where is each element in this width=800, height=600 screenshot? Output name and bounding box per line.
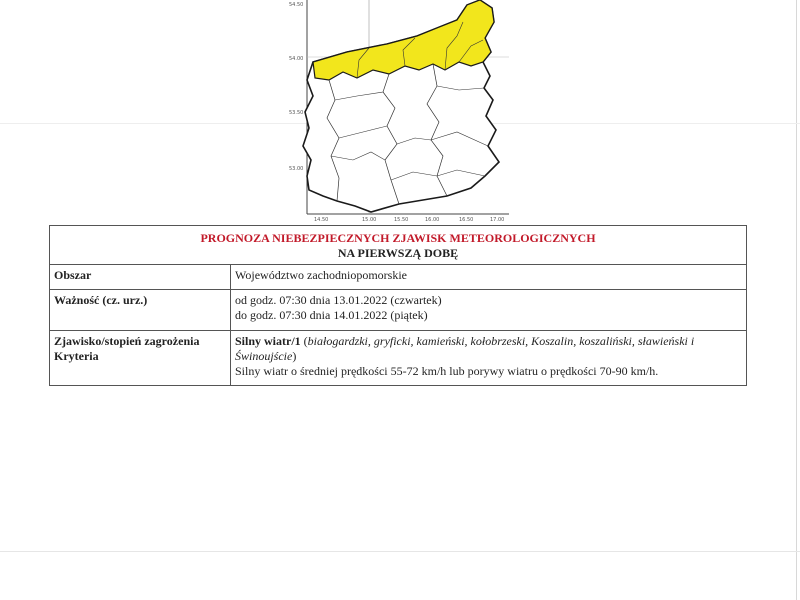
paren-close: ) — [292, 349, 297, 363]
lon-label: 15.00 — [362, 217, 377, 222]
lon-label: 16.00 — [425, 217, 440, 222]
lon-label: 15.50 — [394, 217, 409, 222]
phenomenon-line — [235, 334, 742, 364]
page-edge-line — [796, 0, 797, 600]
lat-label: 53.50 — [289, 110, 304, 116]
warning-map — [287, 0, 519, 222]
title-line-2: NA PIERWSZĄ DOBĘ — [337, 246, 459, 260]
validity-label: Ważność (cz. urz.) — [50, 290, 231, 331]
counties-list: białogardzki, gryficki, kamieński, kołobrzeski, Koszalin, koszaliński, sławieński i Świnoujście — [235, 334, 695, 363]
lat-label: 54.50 — [289, 2, 304, 8]
validity-to: do godz. 07:30 dnia 14.01.2022 (piątek) — [235, 308, 428, 322]
paren-open: ( — [300, 334, 308, 348]
forecast-title — [50, 226, 747, 265]
scan-line-bottom — [0, 551, 800, 552]
area-value: Województwo zachodniopomorskie — [231, 265, 747, 290]
lat-label: 53.00 — [289, 166, 304, 172]
title-line-1: PROGNOZA NIEBEZPIECZNYCH ZJAWISK METEOROLOGICZNYCH — [200, 231, 596, 245]
map-svg — [287, 0, 519, 222]
table-row-area — [50, 265, 747, 290]
table-row-phenomenon — [50, 331, 747, 386]
validity-cell — [231, 290, 747, 331]
criteria-label: Kryteria — [54, 349, 99, 363]
lon-label: 17.00 — [490, 217, 505, 222]
forecast-table — [49, 225, 747, 386]
area-label: Obszar — [50, 265, 231, 290]
phenomenon-label: Zjawisko/stopień zagrożenia — [54, 334, 200, 348]
validity-from: od godz. 07:30 dnia 13.01.2022 (czwartek) — [235, 293, 442, 307]
lon-label: 14.50 — [314, 217, 329, 222]
lon-label: 16.50 — [459, 217, 474, 222]
phenomenon-cell — [231, 331, 747, 386]
lat-label: 54.00 — [289, 56, 304, 62]
table-header-row — [50, 226, 747, 265]
phenomenon-label-cell — [50, 331, 231, 386]
table-row-validity — [50, 290, 747, 331]
criteria-text: Silny wiatr o średniej prędkości 55-72 km/h lub porywy wiatru o prędkości 70-90 km/h. — [235, 364, 659, 378]
phenomenon-name: Silny wiatr/1 — [235, 334, 301, 348]
